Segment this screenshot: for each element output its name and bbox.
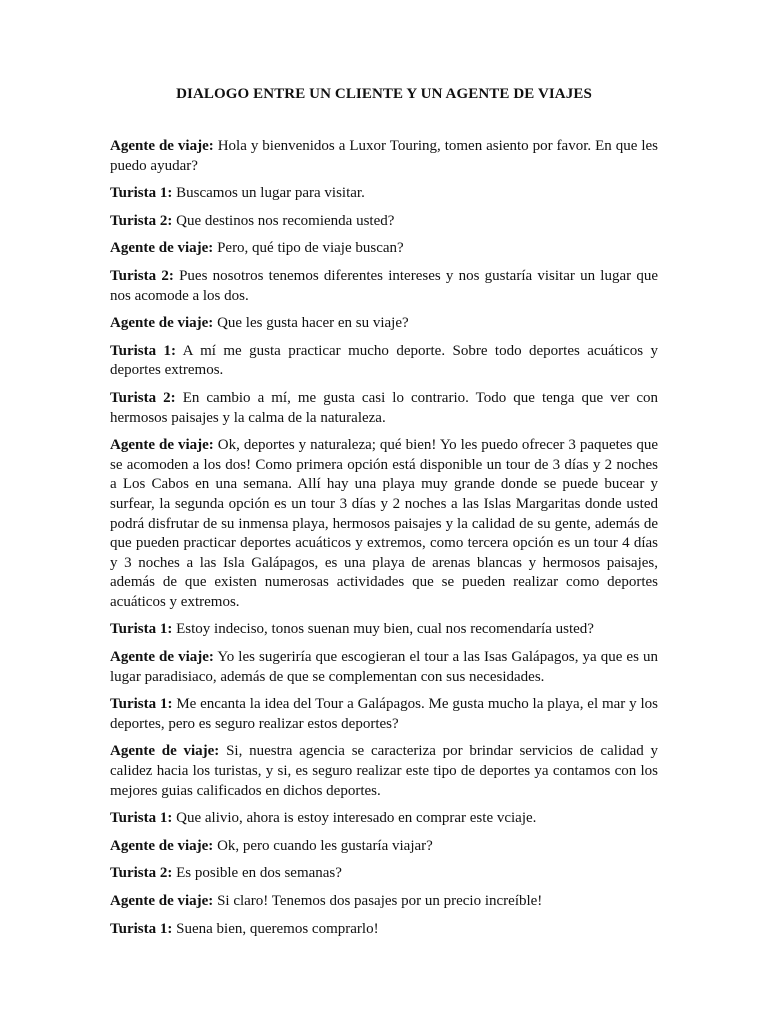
dialogue-line: [110, 864, 658, 884]
dialogue-line: [110, 137, 658, 176]
line-text: Suena bien, queremos comprarlo!: [176, 920, 379, 937]
dialogue-line: [110, 184, 658, 204]
speaker-label: Agente de viaje:: [110, 315, 214, 332]
speaker-label: Turista 1:: [110, 810, 173, 827]
speaker-label: Turista 2:: [110, 267, 174, 284]
line-text: Ok, deportes y naturaleza; qué bien! Yo les puedo ofrecer 3 paquetes que se acomoden a los dos! Como primera opción está disponible un tour de 3 días y 2 noches a Los Cabos en una semana. Allí hay una playa muy grande donde se puede bucear y surfear, la segunda opción es un tour 3 días y 2 noches a las Islas Margaritas donde usted podrá disfrutar de su inmensa playa, hermosos paisajes y la calidad de su gente, además de que pueden practicar deportes acuáticos y extremos, como tercera opción es un tour 4 días y 3 noches a las Isla Galápagos, es una playa de arenas blancas y hermosos paisajes, además de que existen numerosas actividades que se pueden realizar como deportes acuáticos y extremos.: [110, 437, 658, 610]
dialogue-line: [110, 212, 658, 232]
speaker-label: Agente de viaje:: [110, 138, 214, 154]
line-text: Buscamos un lugar para visitar.: [176, 185, 365, 202]
dialogue-line: [110, 837, 658, 857]
line-text: Es posible en dos semanas?: [176, 865, 342, 882]
document-title: DIALOGO ENTRE UN CLIENTE Y UN AGENTE DE VIAJES: [176, 86, 592, 102]
line-text: Estoy indeciso, tonos suenan muy bien, cual nos recomendaría usted?: [176, 621, 594, 638]
line-text: Yo les sugeriría que escogieran el tour a las Isas Galápagos, ya que es un lugar paradisiaco, además de que se complementan con sus necesidades.: [110, 649, 658, 685]
line-text: Pero, qué tipo de viaje buscan?: [217, 240, 404, 257]
speaker-label: Turista 1:: [110, 920, 173, 937]
speaker-label: Agente de viaje:: [110, 437, 214, 454]
dialogue-line: [110, 809, 658, 829]
dialogue-line: [110, 648, 658, 687]
speaker-label: Turista 2:: [110, 389, 176, 406]
line-text: Hola y bienvenidos a Luxor Touring, tomen asiento por favor. En que les puedo ayudar?: [110, 138, 658, 174]
dialogue-line: [110, 314, 658, 334]
speaker-label: Turista 1:: [110, 342, 177, 359]
speaker-label: Agente de viaje:: [110, 893, 214, 909]
line-text: Si, nuestra agencia se caracteriza por brindar servicios de calidad y calidez hacia los turistas, y si, es seguro realizar este tipo de deportes ya contamos con los mejores guias calificados en dichos deportes.: [110, 743, 658, 799]
dialogue-line: [110, 239, 658, 259]
speaker-label: Agente de viaje:: [110, 649, 214, 666]
speaker-label: Turista 1:: [110, 696, 173, 713]
dialogue-line: [110, 920, 658, 940]
line-text: A mí me gusta practicar mucho deporte. Sobre todo deportes acuáticos y deportes extremos.: [110, 342, 658, 379]
speaker-label: Turista 1:: [110, 621, 173, 638]
speaker-label: Agente de viaje:: [110, 743, 220, 760]
line-text: Ok, pero cuando les gustaría viajar?: [217, 837, 433, 854]
speaker-label: Turista 2:: [110, 865, 173, 882]
dialogue-line: [110, 742, 658, 801]
dialogue-line: [110, 389, 658, 428]
speaker-label: Agente de viaje:: [110, 240, 214, 257]
dialogue-line: [110, 892, 658, 912]
line-text: Que destinos nos recomienda usted?: [176, 212, 395, 229]
line-text: Pues nosotros tenemos diferentes intereses y nos gustaría visitar un lugar que nos acomode a los dos.: [110, 267, 658, 304]
line-text: Que alivio, ahora is estoy interesado en comprar este vciaje.: [176, 810, 537, 827]
speaker-label: Agente de viaje:: [110, 837, 214, 854]
speaker-label: Turista 1:: [110, 185, 173, 202]
line-text: Que les gusta hacer en su viaje?: [217, 315, 409, 332]
dialogue-line: [110, 695, 658, 734]
dialogue-line: [110, 436, 658, 612]
line-text: En cambio a mí, me gusta casi lo contrario. Todo que tenga que ver con hermosos paisajes y la calma de la naturaleza.: [110, 389, 658, 426]
speaker-label: Turista 2:: [110, 212, 173, 229]
dialogue-line: [110, 342, 658, 381]
dialogue: [110, 137, 658, 939]
dialogue-line: [110, 267, 658, 306]
dialogue-line: [110, 620, 658, 640]
line-text: Me encanta la idea del Tour a Galápagos. Me gusta mucho la playa, el mar y los deportes, pero es seguro realizar estos deportes?: [110, 696, 658, 732]
line-text: Si claro! Tenemos dos pasajes por un precio increíble!: [217, 893, 543, 909]
